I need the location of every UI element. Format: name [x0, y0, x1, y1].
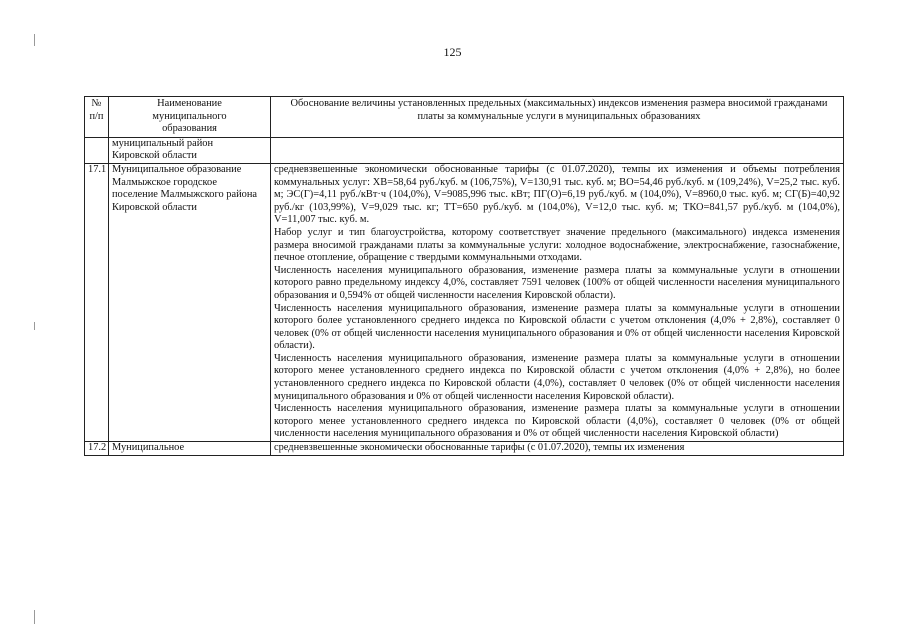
justification-paragraph: Численность населения муниципального образования, изменение размера платы за коммунальные услуги в отношении которого менее установленного среднего индекса по Кировской области (4,0%), составляет 0 человек (0% от общей численности населения муниципального образования и 0% от общей численности населения Кировской области) — [274, 403, 840, 440]
justification-paragraph: Численность населения муниципального образования, изменение размера платы за коммунальные услуги в отношении которого менее установленного среднего индекса по Кировской области с учетом отклонения (4,0% + 2,8%), но более установленного среднего индекса по Кировской области (4,0%), составляет 0 человек (0% от общей численности населения муниципального образования и 0% от общей численности населения Кировской области). — [274, 352, 840, 402]
row-number: 17.1 — [85, 163, 109, 441]
page-number: 125 — [443, 45, 462, 59]
justification-paragraph: Набор услуг и тип благоустройства, которому соответствует значение предельного (максимального) индекса изменения размера вносимой гражданами платы за коммунальные услуги: холодное водоснабжение, электроснабжение, газоснабжение, печное отопление, обращение с твердыми коммунальными отходами. — [274, 226, 840, 264]
header-number: № п/п — [85, 97, 109, 138]
row-number — [85, 137, 109, 163]
table-row — [85, 137, 844, 163]
row-name: муниципальный район Кировской области — [109, 137, 271, 163]
table-row — [85, 442, 844, 456]
header-name: Наименование муниципального образования — [109, 97, 271, 138]
justification-paragraph: средневзвешенные экономически обоснованные тарифы (с 01.07.2020), темпы их изменения и объемы потребления коммунальных услуг: ХВ=58,64 руб./куб. м (106,75%), V=130,91 тыс. куб. м; ВО=54,46 руб./куб. м (109,24%), V=25,2 тыс. куб. м; ЭС(Г)=4,11 руб./кВт·ч (104,0%), V=9085,996 тыс. кВт; ПГ(О)=6,19 руб./куб. м (104,0%), V=8960,0 тыс. куб. м; СГ(Б)=40,92 руб./кг (103,99%), V=9,029 тыс. кг; ТТ=650 руб./куб. м (104,0%), V=12,0 тыс. куб. м; ТКО=841,57 руб./куб. м (104,0%), V=11,007 тыс. куб. м. — [274, 163, 840, 226]
row-justification — [271, 163, 844, 441]
row-justification — [271, 442, 844, 456]
justification-paragraph: Численность населения муниципального образования, изменение размера платы за коммунальные услуги в отношении которого более установленного среднего индекса по Кировской области с учетом отклонения (4,0% + 2,8%), составляет 0 человек (0% от общей численности населения муниципального образования и 0% от общей численности населения Кировской области). — [274, 302, 840, 352]
row-name-text: Муниципальное — [112, 442, 185, 454]
row-number: 17.2 — [85, 442, 109, 456]
header-justification: Обоснование величины установленных предельных (максимальных) индексов изменения размера вносимой гражданами платы за коммунальные услуги в муниципальных образованиях — [271, 97, 844, 138]
justification-paragraph: Численность населения муниципального образования, изменение размера платы за коммунальные услуги в отношении которого равно предельному индексу 4,0%, составляет 7591 человек (100% от общей численности населения муниципального образования и 0,594% от общей численности населения Кировской области). — [274, 264, 840, 301]
justification-paragraph: средневзвешенные экономически обоснованные тарифы (с 01.07.2020), темпы их изменения — [274, 442, 685, 454]
row-justification — [271, 137, 844, 163]
row-name: Муниципальное образование Малмыжское городское поселение Малмыжского района Кировской области — [109, 163, 271, 441]
table-row — [85, 163, 844, 441]
scan-mark — [34, 610, 35, 624]
table-header-row — [85, 97, 844, 138]
document-table — [84, 96, 844, 456]
scan-mark — [34, 322, 35, 330]
row-name — [109, 442, 271, 456]
